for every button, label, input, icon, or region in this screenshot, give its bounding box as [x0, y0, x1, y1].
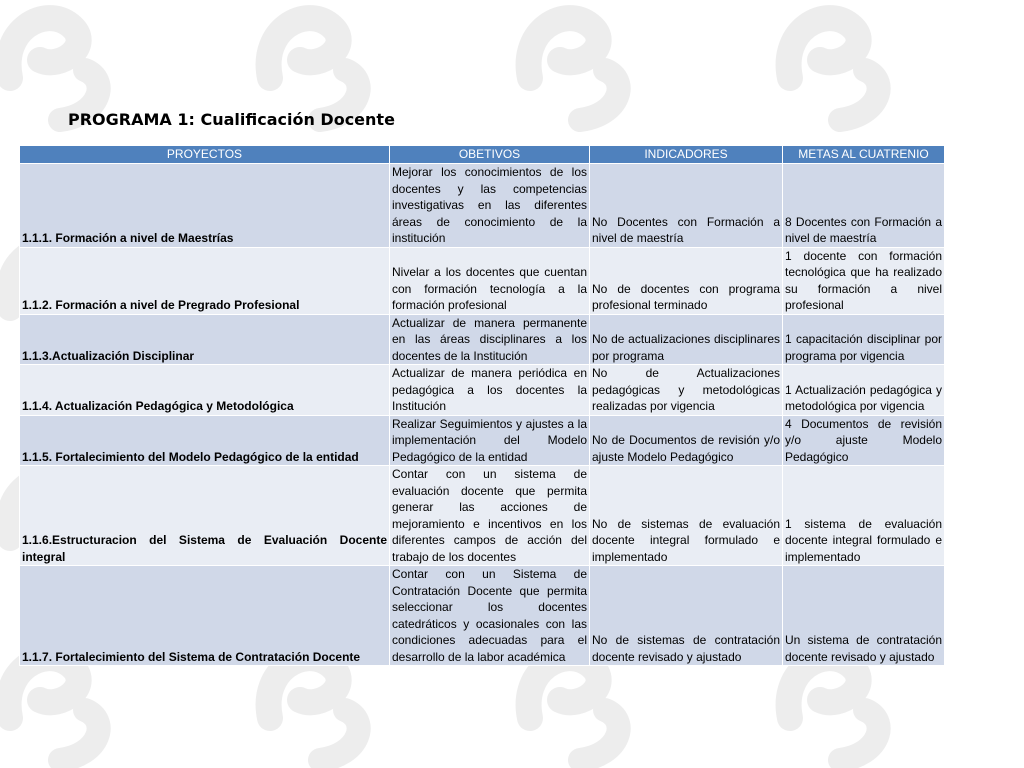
page-title: PROGRAMA 1: Cualificación Docente — [68, 110, 395, 129]
cell-objetivo: Actualizar de manera periódica en pedagógica a los docentes la Institución — [390, 365, 590, 416]
table-row — [20, 314, 945, 365]
cell-meta: 4 Documentos de revisión y/o ajuste Modelo Pedagógico — [783, 415, 945, 466]
table-row — [20, 466, 945, 566]
cell-meta: 8 Docentes con Formación a nivel de maestría — [783, 164, 945, 248]
cell-proyecto: 1.1.4. Actualización Pedagógica y Metodológica — [20, 365, 390, 416]
table-row — [20, 415, 945, 466]
cell-indicador: No de Actualizaciones pedagógicas y metodológicas realizadas por vigencia — [590, 365, 783, 416]
cell-objetivo: Contar con un sistema de evaluación docente que permita generar las acciones de mejoramiento e incentivos en los diferentes campos de acción del trabajo de los docentes — [390, 466, 590, 566]
cell-objetivo: Realizar Seguimientos y ajustes a la implementación del Modelo Pedagógico de la entidad — [390, 415, 590, 466]
cell-meta: 1 sistema de evaluación docente integral formulado e implementado — [783, 466, 945, 566]
cell-indicador: No de actualizaciones disciplinares por programa — [590, 314, 783, 365]
cell-objetivo: Contar con un Sistema de Contratación Docente que permita seleccionar los docentes catedráticos y ocasionales con las condiciones adecuadas para el desarrollo de la labor académica — [390, 566, 590, 666]
cell-indicador: No de docentes con programa profesional terminado — [590, 247, 783, 314]
cell-indicador: No Docentes con Formación a nivel de maestría — [590, 164, 783, 248]
cell-proyecto: 1.1.5. Fortalecimiento del Modelo Pedagógico de la entidad — [20, 415, 390, 466]
header-indicadores: INDICADORES — [590, 146, 783, 164]
cell-indicador: No de sistemas de evaluación docente integral formulado e implementado — [590, 466, 783, 566]
cell-proyecto: 1.1.2. Formación a nivel de Pregrado Profesional — [20, 247, 390, 314]
header-objetivos: OBETIVOS — [390, 146, 590, 164]
cell-meta: 1 Actualización pedagógica y metodológica por vigencia — [783, 365, 945, 416]
program-table — [19, 145, 945, 666]
header-metas: METAS AL CUATRENIO — [783, 146, 945, 164]
table-row — [20, 164, 945, 248]
table-row — [20, 365, 945, 416]
cell-indicador: No de Documentos de revisión y/o ajuste Modelo Pedagógico — [590, 415, 783, 466]
table-row — [20, 566, 945, 666]
cell-meta: 1 docente con formación tecnológica que ha realizado su formación a nivel profesional — [783, 247, 945, 314]
cell-indicador: No de sistemas de contratación docente revisado y ajustado — [590, 566, 783, 666]
table-row — [20, 247, 945, 314]
cell-proyecto: 1.1.1. Formación a nivel de Maestrías — [20, 164, 390, 248]
header-proyectos: PROYECTOS — [20, 146, 390, 164]
cell-proyecto: 1.1.7. Fortalecimiento del Sistema de Contratación Docente — [20, 566, 390, 666]
cell-meta: Un sistema de contratación docente revisado y ajustado — [783, 566, 945, 666]
cell-proyecto: 1.1.6.Estructuracion del Sistema de Evaluación Docente integral — [20, 466, 390, 566]
cell-meta: 1 capacitación disciplinar por programa por vigencia — [783, 314, 945, 365]
table-header-row — [20, 146, 945, 164]
cell-objetivo: Actualizar de manera permanente en las áreas disciplinares a los docentes de la Institución — [390, 314, 590, 365]
cell-objetivo: Nivelar a los docentes que cuentan con formación tecnología a la formación profesional — [390, 247, 590, 314]
cell-objetivo: Mejorar los conocimientos de los docentes y las competencias investigativas en las diferentes áreas de conocimiento de la institución — [390, 164, 590, 248]
cell-proyecto: 1.1.3.Actualización Disciplinar — [20, 314, 390, 365]
